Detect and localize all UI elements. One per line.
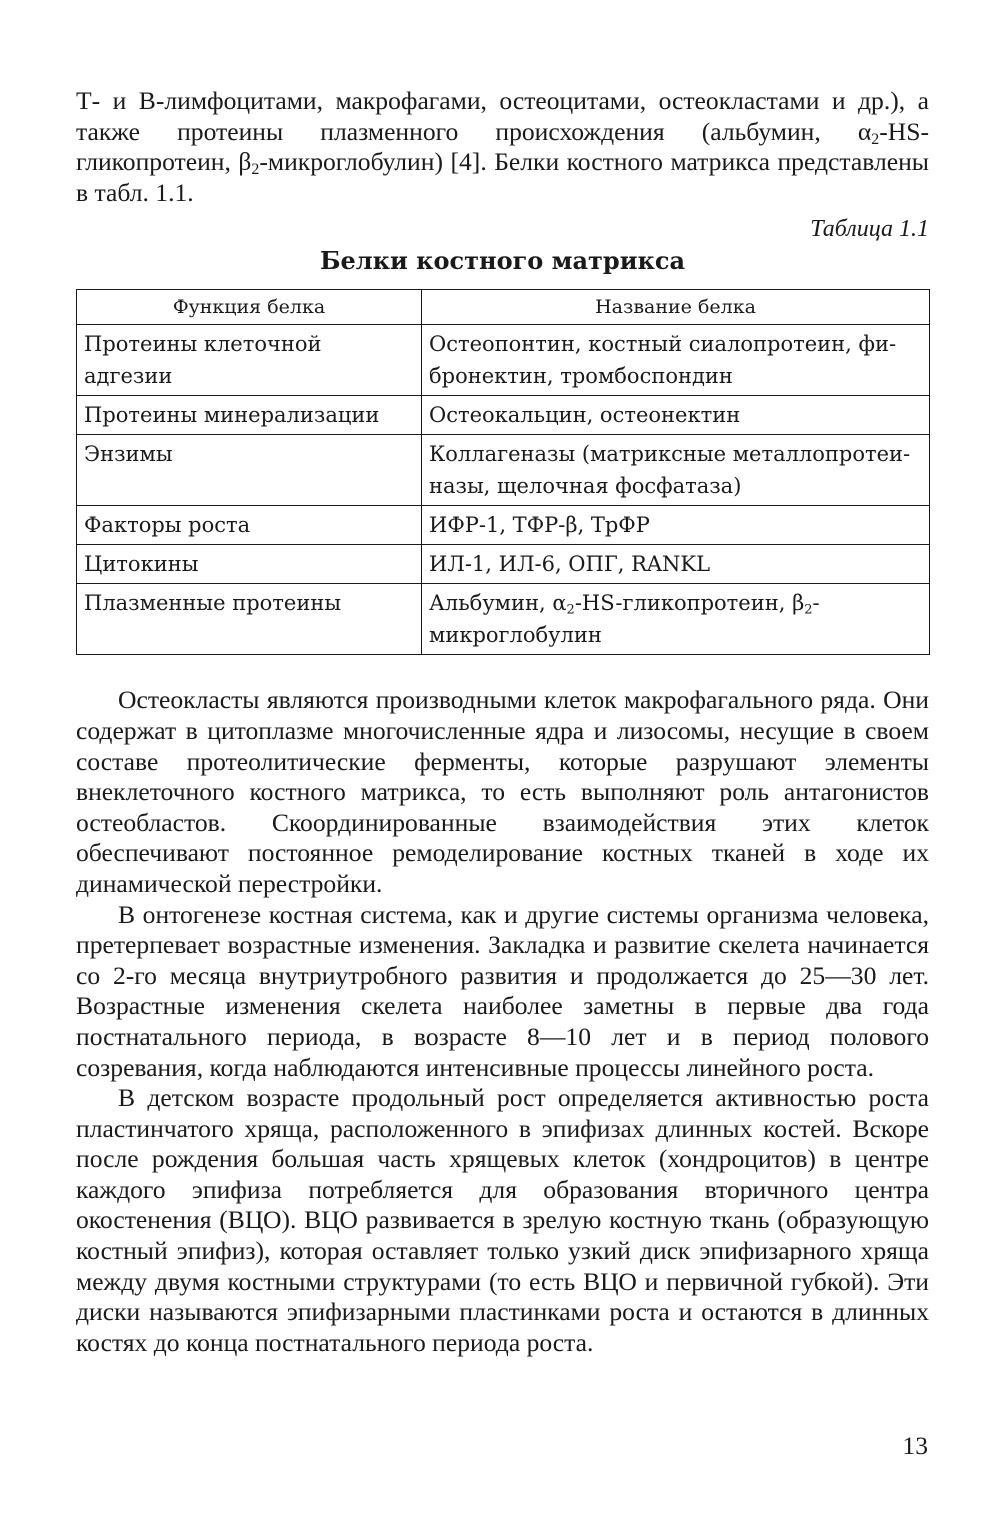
table-row (77, 435, 930, 506)
table-row (77, 325, 930, 396)
cell-function: Факторы роста (77, 506, 422, 545)
intro-text-part-2: -HS-гликопротеин, β (76, 116, 929, 177)
intro-text-part-1: Т- и В-лимфоцитами, макрофагами, остеоцитами, остеокластами и др.), а также протеины плазменного происхождения (альбумин, α (76, 86, 929, 146)
intro-paragraph (76, 86, 929, 208)
table-row (77, 506, 930, 545)
cell-protein-names: Коллагеназы (матриксные металлопротеи- назы, щелочная фосфатаза) (422, 435, 930, 506)
intro-subscript-alpha: 2 (871, 130, 880, 148)
intro-text-part-3: -микроглобулин) [4]. Белки костного матрикса представлены в табл. 1.1. (76, 147, 930, 207)
cell-protein-names: Остеопонтин, костный сиалопротеин, фи- бронектин, тромбоспондин (422, 325, 930, 396)
table-row (77, 545, 930, 584)
table-title: Белки костного матрикса (319, 246, 685, 276)
cell-protein-names: Альбумин, $\alpha_2-HS$-гликопротеин, $\beta_2$-микроглобулин (422, 584, 930, 655)
table-header-row (77, 290, 930, 325)
header-protein-function: Функция белка (77, 290, 422, 325)
table-number: Таблица 1.1 (810, 216, 929, 243)
cell-function: Цитокины (77, 545, 422, 584)
body-paragraph: В детском возрасте продольный рост определяется активностью роста пластинчатого хряща, расположенного в эпифизах длинных костей. Вскоре после рождения большая часть хрящевых клеток (хондроцитов) в центре каждого эпифиза потребляется для образования вторичного центра окостенения (ВЦО). ВЦО развивается в зрелую костную ткань (образующую костный эпифиз), которая оставляет только узкий диск эпифизарного хряща между двумя костными структурами (то есть ВЦО и первичной губкой). Эти диски называются эпифизарными пластинками роста и остаются в длинных костях до конца постнатального периода роста. (76, 1083, 929, 1357)
bone-matrix-proteins-table (76, 289, 930, 655)
body-paragraph: Остеокласты являются производными клеток макрофагального ряда. Они содержат в цитоплазме многочисленные ядра и лизосомы, несущие в своем составе протеолитические ферменты, которые разрушают элементы внеклеточного костного матрикса, то есть выполняют роль антагонистов остеобластов. Скоординированные взаимодействия этих клеток обеспечивают постоянное ремоделирование костных тканей в ходе их динамической перестройки. (76, 685, 929, 898)
table-row (77, 584, 930, 655)
intro-subscript-beta: 2 (251, 161, 260, 179)
cell-function: Энзимы (77, 435, 422, 506)
cell-function: Плазменные протеины (77, 584, 422, 655)
header-protein-name: Название белка (422, 290, 930, 325)
cell-protein-names: ИФР-1, ТФР-β, ТрФР (422, 506, 930, 545)
page-number: 13 (902, 1431, 928, 1460)
page-content (76, 86, 929, 1358)
cell-function: Протеины минерализации (77, 396, 422, 435)
table-row (77, 396, 930, 435)
cell-function: Протеины клеточной адгезии (77, 325, 422, 396)
body-paragraph: В онтогенезе костная система, как и другие системы организма человека, претерпевает возрастные изменения. Закладка и развитие скелета начинается со 2-го месяца внутриутробного развития и продолжается до 25—30 лет. Возрастные изменения скелета наиболее заметны в первые два года постнатального периода, в возрасте 8—10 лет и в период полового созревания, когда наблюдаются интенсивные процессы линейного роста. (76, 899, 929, 1082)
cell-protein-names: ИЛ-1, ИЛ-6, ОПГ, RANKL (422, 545, 930, 584)
cell-protein-names: Остеокальцин, остеонектин (422, 396, 930, 435)
